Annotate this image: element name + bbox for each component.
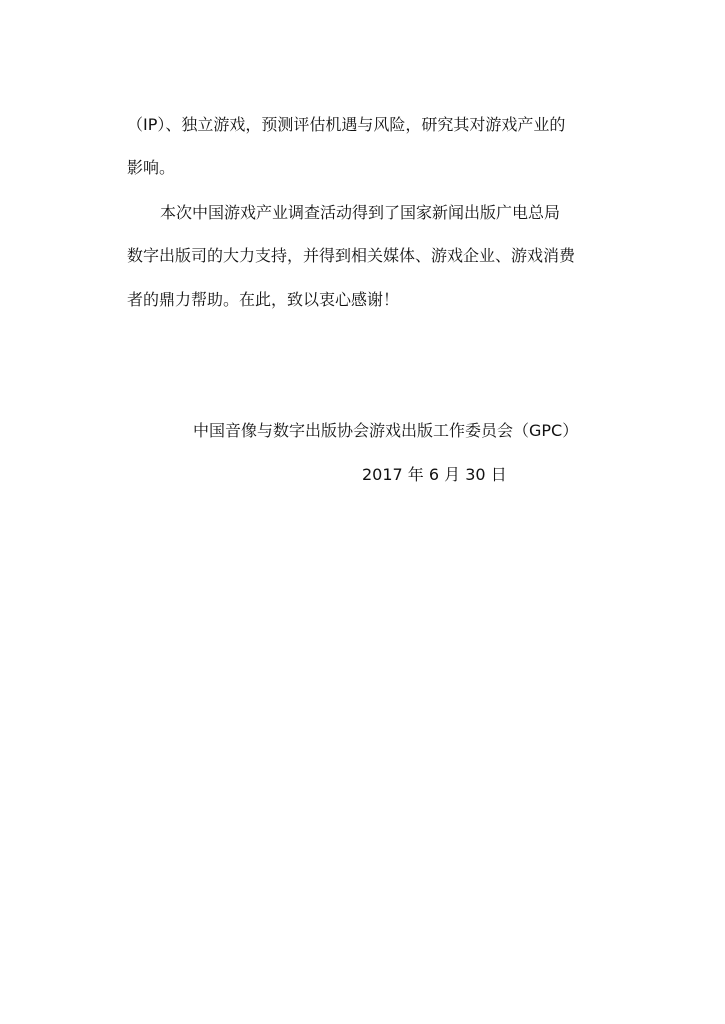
paragraph-2-line-1: 本次中国游戏产业调查活动得到了国家新闻出版广电总局 [160, 203, 561, 222]
paragraph-2-line-3: 者的鼎力帮助。在此，致以衷心感谢！ [127, 290, 400, 309]
paragraph-1-line-2: 影响。 [127, 158, 176, 177]
signature-date: 2017 年 6 月 30 日 [362, 465, 507, 484]
signature-organization: 中国音像与数字出版协会游戏出版工作委员会（GPC） [193, 421, 579, 440]
paragraph-1-line-1: （IP）、独立游戏，预测评估机遇与风险，研究其对游戏产业的 [127, 115, 566, 134]
paragraph-2-line-2: 数字出版司的大力支持，并得到相关媒体、游戏企业、游戏消费 [127, 246, 576, 265]
